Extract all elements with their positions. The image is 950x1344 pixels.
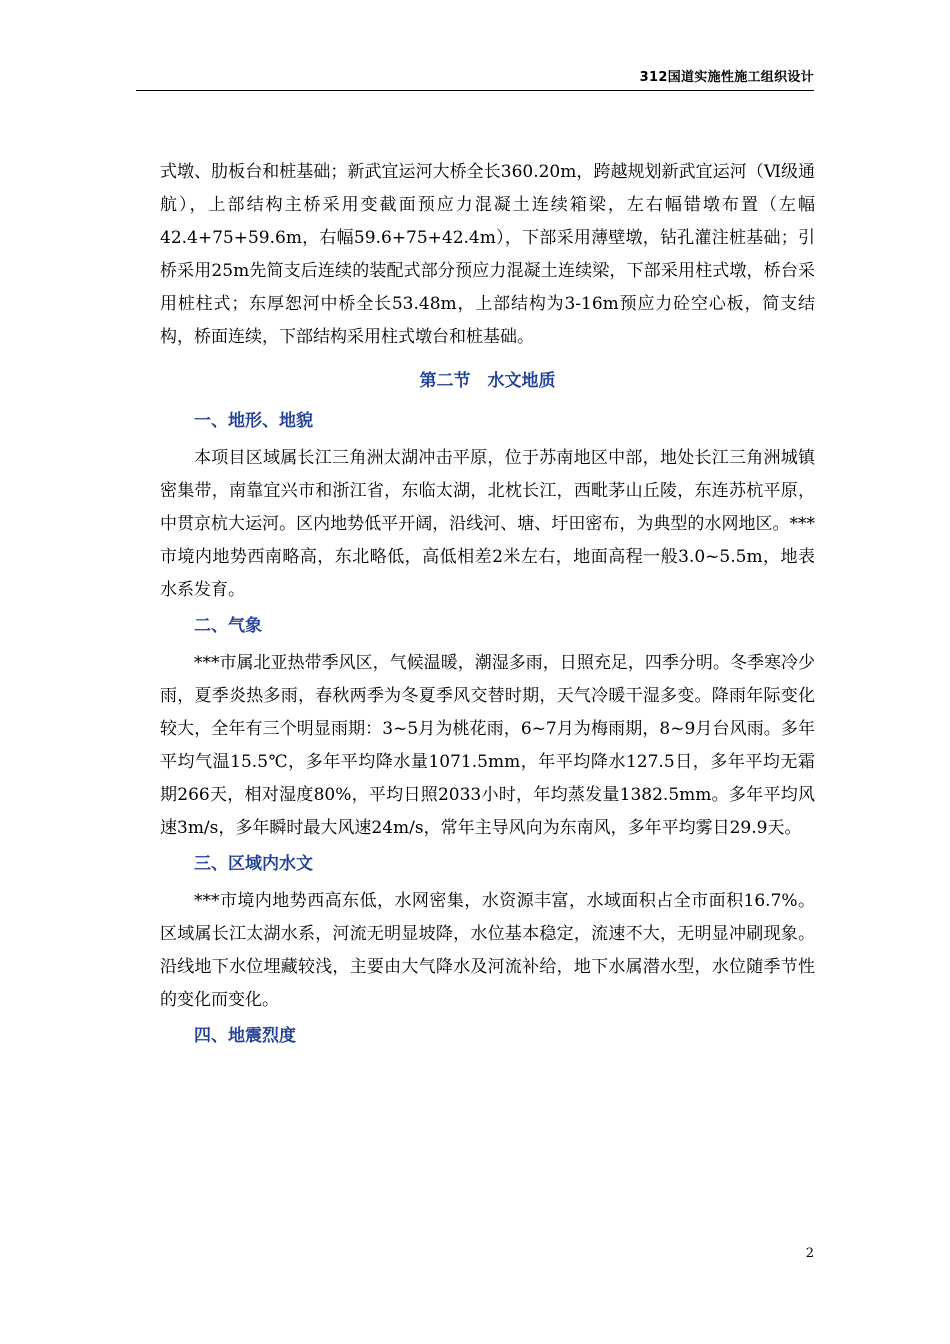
subsection-text-hydrology: ***市境内地势西高东低，水网密集，水资源丰富，水域面积占全市面积16.7%。区域属长江太湖水系，河流无明显坡降，水位基本稳定，流速不大，无明显冲刷现象。沿线地下水位埋藏较浅，主要由大气降水及河流补给，地下水属潜水型，水位随季节性的变化而变化。 [160, 891, 815, 1010]
header-divider [136, 90, 814, 91]
subsection-heading-hydrology: 三、区域内水文 [194, 854, 313, 874]
document-body [160, 156, 815, 1057]
page-number: 2 [805, 1246, 814, 1261]
subsection-heading-terrain: 一、地形、地貌 [194, 411, 313, 431]
subsection-text-terrain: 本项目区域属长江三角洲太湖冲击平原，位于苏南地区中部，地处长江三角洲城镇密集带，南靠宜兴市和浙江省，东临太湖，北枕长江，西毗茅山丘陵，东连苏杭平原，中贯京杭大运河。区内地势低平开阔，沿线河、塘、圩田密布，为典型的水网地区。***市境内地势西南略高，东北略低，高低相差2米左右，地面高程一般3.0~5.5m，地表水系发育。 [160, 448, 815, 600]
intro-paragraph: 式墩、肋板台和桩基础；新武宜运河大桥全长360.20m，跨越规划新武宜运河（Ⅵ级通航），上部结构主桥采用变截面预应力混凝土连续箱梁，左右幅错墩布置（左幅42.4+75+59.6m，右幅59.6+75+42.4m），下部采用薄壁墩，钻孔灌注桩基础；引桥采用25m先简支后连续的装配式部分预应力混凝土连续梁，下部采用柱式墩，桥台采用桩柱式；东厚恕河中桥全长53.48m，上部结构为3-16m预应力砼空心板，简支结构，桥面连续，下部结构采用柱式墩台和桩基础。 [160, 162, 815, 347]
section-title: 第二节 水文地质 [419, 371, 556, 391]
document-header-title: 312国道实施性施工组织设计 [639, 70, 814, 85]
subsection-heading-seismic: 四、地震烈度 [194, 1026, 296, 1046]
subsection-heading-climate: 二、气象 [194, 616, 262, 636]
subsection-text-climate: ***市属北亚热带季风区，气候温暖，潮湿多雨，日照充足，四季分明。冬季寒冷少雨，夏季炎热多雨，春秋两季为冬夏季风交替时期，天气冷暖干湿多变。降雨年际变化较大，全年有三个明显雨期：3~5月为桃花雨，6~7月为梅雨期，8~9月台风雨。多年平均气温15.5℃，多年平均降水量1071.5mm，年平均降水127.5日，多年平均无霜期266天，相对湿度80%，平均日照2033小时，年均蒸发量1382.5mm。多年平均风速3m/s，多年瞬时最大风速24m/s，常年主导风向为东南风，多年平均雾日29.9天。 [160, 653, 815, 838]
